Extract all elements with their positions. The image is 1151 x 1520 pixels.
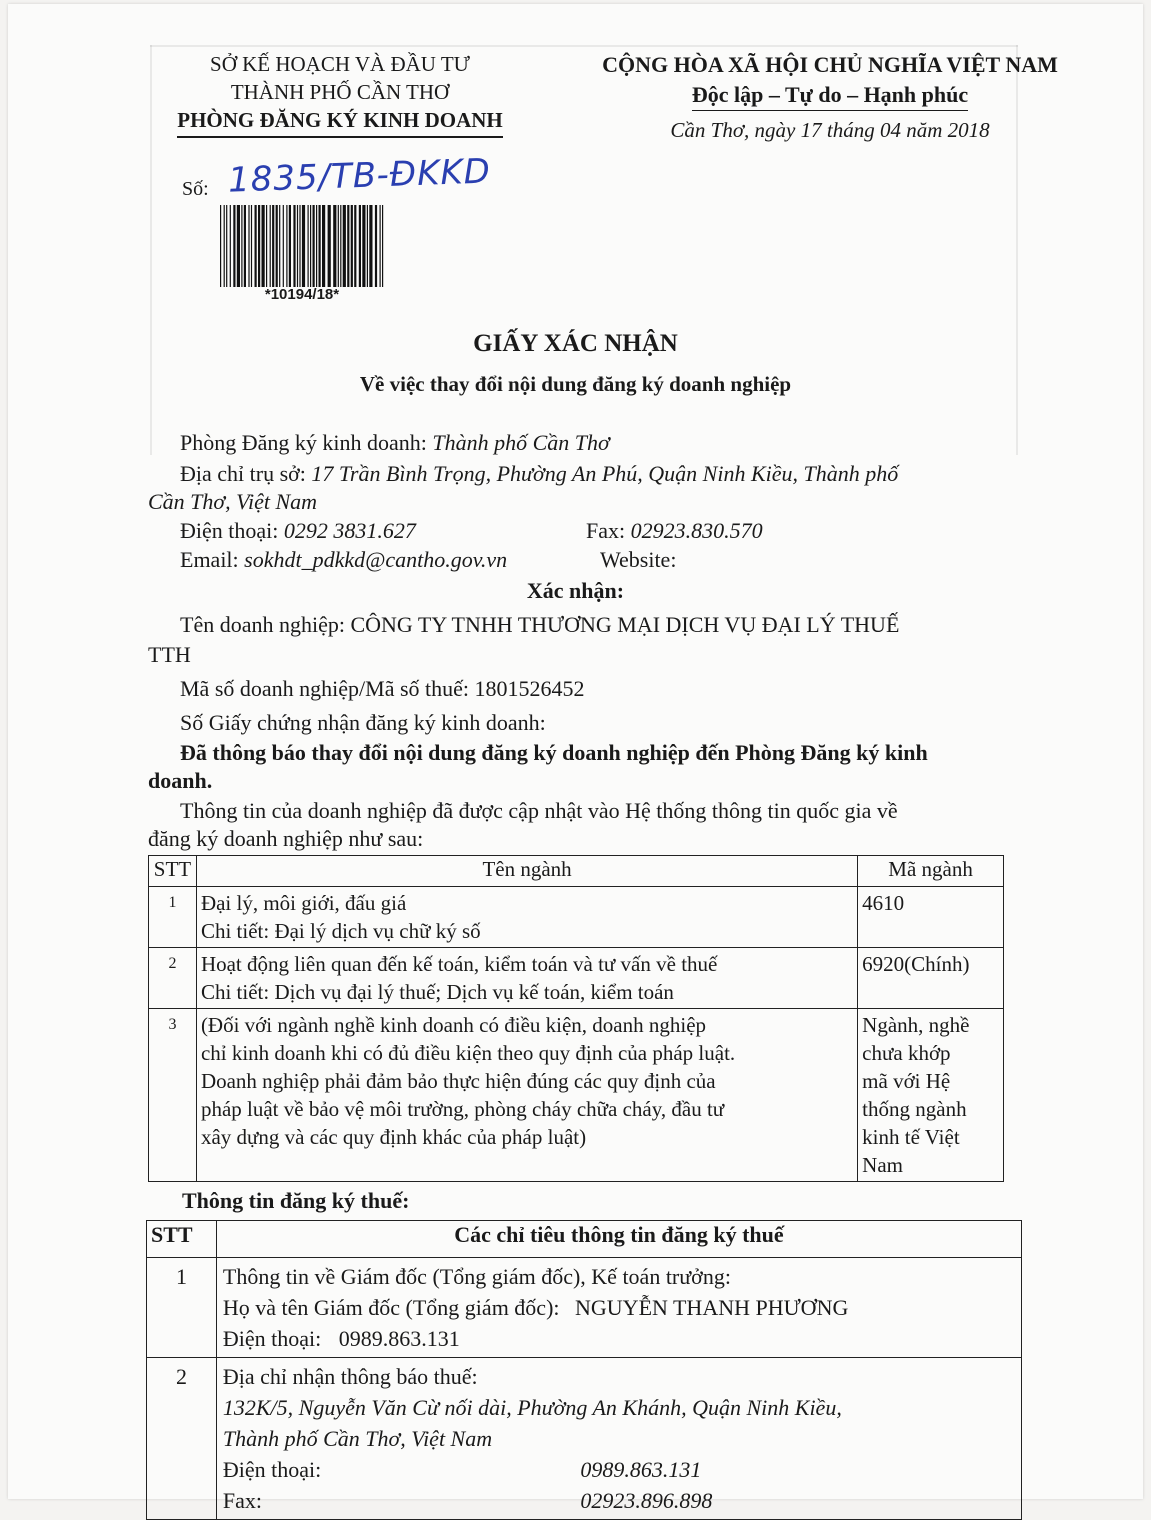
barcode-bar	[351, 205, 353, 287]
industry-table	[148, 855, 1004, 1182]
barcode-bar	[272, 205, 274, 287]
barcode-bar	[299, 205, 300, 287]
office-phone-line	[180, 516, 416, 546]
barcode-bar	[289, 205, 291, 287]
row-industry-name	[196, 887, 857, 948]
office-name-line	[180, 428, 610, 458]
barcode	[218, 205, 386, 287]
row-stt: 1	[149, 887, 197, 948]
office-phone-label: Điện thoại:	[180, 518, 279, 543]
barcode-bar	[319, 205, 321, 287]
barcode-bar	[354, 205, 356, 287]
tax-phone-value: 0989.863.131	[580, 1457, 702, 1482]
code-line: Nam	[862, 1153, 903, 1177]
office-email-value: sokhdt_pdkkd@cantho.gov.vn	[244, 547, 508, 572]
office-fax-label: Fax:	[586, 518, 626, 543]
director-name-value: NGUYỄN THANH PHƯƠNG	[575, 1295, 849, 1320]
barcode-bar	[382, 205, 383, 287]
office-address-line	[180, 459, 898, 489]
barcode-bar	[258, 205, 260, 287]
barcode-bar	[310, 205, 311, 287]
notice-text: Đã thông báo thay đổi nội dung đăng ký doanh nghiệp đến Phòng Đăng ký kinh	[180, 740, 928, 765]
tax-address-value: 132K/5, Nguyễn Văn Cừ nối dài, Phường An Khánh, Quận Ninh Kiều,	[222, 1395, 842, 1420]
tax-fax-value: 02923.896.898	[580, 1488, 713, 1513]
header-industry-code: Mã ngành	[858, 856, 1004, 887]
industry-detail: Chi tiết: Dịch vụ đại lý thuế; Dịch vụ kế toán, kiểm toán	[200, 980, 674, 1004]
barcode-bar	[328, 205, 331, 287]
barcode-bar	[262, 205, 265, 287]
director-info-heading: Thông tin về Giám đốc (Tổng giám đốc), Kế toán trưởng:	[222, 1264, 731, 1289]
barcode-bar	[244, 205, 246, 287]
barcode-bar	[367, 205, 368, 287]
table-row	[147, 1358, 1022, 1520]
barcode-bar	[322, 205, 325, 287]
barcode-bar	[270, 205, 271, 287]
code-line: Ngành, nghề	[862, 1013, 970, 1037]
row-industry-code: 6920(Chính)	[858, 948, 1004, 1009]
director-name-label: Họ và tên Giám đốc (Tổng giám đốc):	[222, 1295, 560, 1320]
industry-line: xây dựng và các quy định khác của pháp luật)	[200, 1125, 587, 1149]
header-stt: STT	[149, 856, 197, 887]
row-industry-code: 4610	[858, 887, 1004, 948]
barcode-bar	[380, 205, 381, 287]
header-tax-indicators: Các chỉ tiêu thông tin đăng ký thuế	[216, 1221, 1021, 1258]
tax-fax-line	[223, 1485, 1015, 1516]
row-stt: 2	[149, 948, 197, 1009]
director-name-line	[223, 1292, 1015, 1323]
office-address-value: 17 Trần Bình Trọng, Phường An Phú, Quận Ninh Kiều, Thành phố	[311, 461, 899, 486]
company-cert-number: Số Giấy chứng nhận đăng ký kinh doanh:	[180, 710, 546, 735]
barcode-bar	[241, 205, 242, 287]
document-title: GIẤY XÁC NHẬN	[473, 330, 678, 357]
row-stt: 1	[147, 1258, 217, 1358]
office-address-value-cont: Cần Thơ, Việt Nam	[148, 489, 318, 514]
director-phone-label: Điện thoại:	[222, 1326, 322, 1351]
company-name-cont: TTH	[148, 642, 191, 667]
barcode-bar	[276, 205, 278, 287]
tax-info-table	[146, 1220, 1022, 1520]
issuer-city: THÀNH PHỐ CẦN THƠ	[230, 80, 450, 104]
director-phone-line	[223, 1323, 1015, 1354]
barcode-bar	[375, 205, 377, 287]
code-line: mã với Hệ	[862, 1069, 951, 1093]
code-line: thống ngành	[862, 1097, 967, 1121]
barcode-bar	[224, 205, 225, 287]
row-stt: 3	[149, 1009, 197, 1182]
office-phone-value: 0292 3831.627	[283, 518, 416, 543]
industry-line: Đại lý, môi giới, đấu giá	[200, 891, 407, 915]
issuer-office: PHÒNG ĐĂNG KÝ KINH DOANH	[177, 106, 503, 138]
confirm-heading: Xác nhận:	[526, 578, 625, 603]
header-stt: STT	[147, 1221, 217, 1258]
office-email-line	[180, 545, 507, 575]
table-row	[147, 1258, 1022, 1358]
barcode-bar	[297, 205, 298, 287]
barcode-bar	[266, 205, 267, 287]
national-motto: Độc lập – Tự do – Hạnh phúc	[692, 80, 968, 111]
barcode-bar	[347, 205, 349, 287]
industry-table-header	[149, 856, 1004, 887]
director-phone-value: 0989.863.131	[338, 1326, 460, 1351]
barcode-bar	[302, 205, 305, 287]
barcode-bar	[333, 205, 336, 287]
office-fax-line	[586, 516, 763, 546]
issuer-block	[160, 50, 520, 138]
table-row	[149, 948, 1004, 1009]
barcode-bar	[220, 205, 221, 287]
issue-date: Cần Thơ, ngày 17 tháng 04 năm 2018	[670, 118, 990, 142]
industry-line: pháp luật về bảo vệ môi trường, phòng cháy chữa cháy, đầu tư	[200, 1097, 725, 1121]
barcode-bar	[283, 205, 284, 287]
country-name: CỘNG HÒA XÃ HỘI CHỦ NGHĨA VIỆT NAM	[602, 52, 1058, 77]
industry-line: (Đối với ngành nghề kinh doanh có điều kiện, doanh nghiệp	[200, 1013, 707, 1037]
row-stt: 2	[147, 1358, 217, 1520]
barcode-bar	[338, 205, 339, 287]
barcode-bar	[230, 205, 231, 287]
barcode-bar	[279, 205, 280, 287]
national-motto-block	[580, 50, 1080, 111]
code-line: chưa khớp	[862, 1041, 951, 1065]
header-industry-name: Tên ngành	[196, 856, 857, 887]
code-line: kinh tế Việt	[862, 1125, 960, 1149]
industry-line: chỉ kinh doanh khi có đủ điều kiện theo quy định của pháp luật.	[200, 1041, 736, 1065]
tax-fax-label: Fax:	[222, 1488, 262, 1513]
office-address-label: Địa chỉ trụ sở:	[180, 461, 306, 486]
reference-label: Số:	[182, 178, 209, 200]
office-fax-value: 02923.830.570	[630, 518, 763, 543]
tax-heading: Thông tin đăng ký thuế:	[182, 1188, 410, 1213]
office-name-label: Phòng Đăng ký kinh doanh:	[180, 430, 427, 455]
tax-address-info	[216, 1358, 1021, 1520]
barcode-bar	[340, 205, 341, 287]
info-text-cont: đăng ký doanh nghiệp như sau:	[148, 826, 424, 851]
handwritten-reference-number: 1835/TB-ĐKKD	[227, 151, 492, 201]
tax-address-heading: Địa chỉ nhận thông báo thuế:	[222, 1364, 478, 1389]
barcode-bar	[369, 205, 372, 287]
barcode-bar	[248, 205, 249, 287]
barcode-bar	[286, 205, 287, 287]
industry-detail: Chi tiết: Đại lý dịch vụ chữ ký số	[200, 919, 481, 943]
barcode-bar	[251, 205, 252, 287]
barcode-bar	[316, 205, 317, 287]
director-info	[216, 1258, 1021, 1358]
notice-text-cont: doanh.	[148, 768, 213, 793]
barcode-bar	[308, 205, 309, 287]
table-row	[149, 887, 1004, 948]
company-tax-code: Mã số doanh nghiệp/Mã số thuế: 1801526452	[180, 676, 585, 701]
barcode-bar	[362, 205, 365, 287]
row-industry-code	[858, 1009, 1004, 1182]
office-name-value: Thành phố Cần Thơ	[432, 430, 610, 455]
tax-phone-label: Điện thoại:	[222, 1457, 322, 1482]
tax-address-value-cont: Thành phố Cần Thơ, Việt Nam	[222, 1426, 493, 1451]
barcode-bar	[226, 205, 227, 287]
barcode-bar	[237, 205, 240, 287]
barcode-bar	[233, 205, 235, 287]
office-website-label: Website:	[600, 547, 677, 572]
barcode-bar	[359, 205, 361, 287]
tax-table-header	[147, 1221, 1022, 1258]
info-text: Thông tin của doanh nghiệp đã được cập nhật vào Hệ thống thông tin quốc gia về	[180, 798, 898, 823]
issuer-department: SỞ KẾ HOẠCH VÀ ĐẦU TƯ	[210, 52, 470, 76]
office-email-label: Email:	[180, 547, 239, 572]
table-row	[149, 1009, 1004, 1182]
row-industry-name	[196, 1009, 857, 1182]
barcode-bar	[255, 205, 257, 287]
barcode-bar	[313, 205, 315, 287]
company-name: Tên doanh nghiệp: CÔNG TY TNHH THƯƠNG MẠI DỊCH VỤ ĐẠI LÝ THUẾ	[180, 612, 900, 637]
barcode-bar	[293, 205, 295, 287]
barcode-number: *10194/18*	[264, 286, 340, 303]
tax-phone-line	[223, 1454, 1015, 1485]
industry-line: Doanh nghiệp phải đảm bảo thực hiện đúng các quy định của	[200, 1069, 716, 1093]
row-industry-name	[196, 948, 857, 1009]
barcode-bar	[343, 205, 346, 287]
bleed-through-line	[150, 45, 1018, 47]
document-subtitle: Về việc thay đổi nội dung đăng ký doanh nghiệp	[359, 372, 792, 396]
industry-line: Hoạt động liên quan đến kế toán, kiểm toán và tư vấn về thuế	[200, 952, 718, 976]
